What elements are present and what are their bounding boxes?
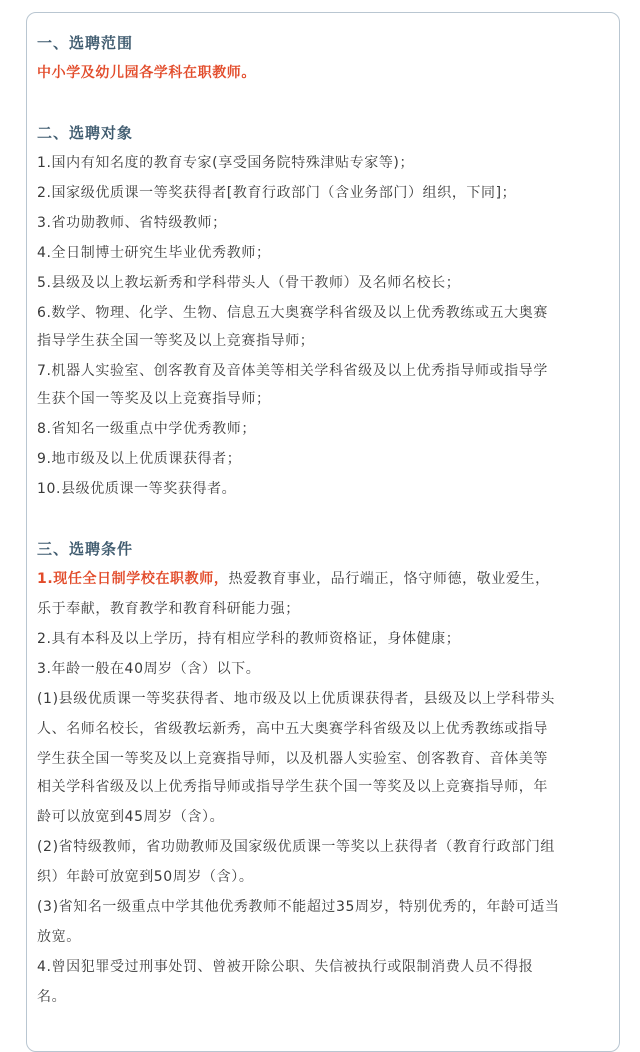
list-item: 4.曾因犯罪受过刑事处罚、曾被开除公职、失信被执行或限制消费人员不得报 bbox=[37, 959, 534, 975]
list-item bbox=[37, 564, 550, 594]
list-item: 3.年龄一般在40周岁（含）以下。 bbox=[37, 661, 261, 677]
list-item: 织）年龄可放宽到50周岁（含）。 bbox=[37, 869, 254, 885]
list-item: 8.省知名一级重点中学优秀教师； bbox=[37, 421, 256, 437]
list-item: 4.全日制博士研究生毕业优秀教师； bbox=[37, 245, 271, 261]
list-item: 10.县级优质课一等奖获得者。 bbox=[37, 481, 237, 497]
list-item: 2.国家级优质课一等奖获得者[教育行政部门（含业务部门）组织，下同]； bbox=[37, 185, 517, 201]
list-item: 指导学生获全国一等奖及以上竞赛指导师； bbox=[37, 333, 315, 349]
highlight-text: 1.现任全日制学校在职教师， bbox=[37, 571, 229, 587]
list-item: 龄可以放宽到45周岁（含）。 bbox=[37, 809, 225, 825]
list-item: 乐于奉献，教育教学和教育科研能力强； bbox=[37, 601, 300, 617]
list-item: 3.省功勋教师、省特级教师； bbox=[37, 215, 227, 231]
list-item: 7.机器人实验室、创客教育及音体美等相关学科省级及以上优秀指导师或指导学 bbox=[37, 363, 548, 379]
list-item: 1.国内有知名度的教育专家(享受国务院特殊津贴专家等)； bbox=[37, 155, 415, 171]
section-title-targets: 二、选聘对象 bbox=[37, 124, 134, 142]
list-item: 生获个国一等奖及以上竞赛指导师； bbox=[37, 391, 271, 407]
list-item: 6.数学、物理、化学、生物、信息五大奥赛学科省级及以上优秀教练或五大奥赛 bbox=[37, 305, 548, 321]
item-text: 热爱教育事业，品行端正，恪守师德，敬业爱生， bbox=[228, 571, 550, 587]
list-item: 2.具有本科及以上学历，持有相应学科的教师资格证，身体健康； bbox=[37, 631, 461, 647]
list-item: 名。 bbox=[37, 989, 67, 1005]
list-item: (2)省特级教师，省功勋教师及国家级优质课一等奖以上获得者（教育行政部门组 bbox=[37, 839, 556, 855]
section-title-scope: 一、选聘范围 bbox=[37, 34, 134, 52]
section-title-conditions: 三、选聘条件 bbox=[37, 540, 134, 558]
list-item: (1)县级优质课一等奖获得者、地市级及以上优质课获得者，县级及以上学科带头 bbox=[37, 691, 556, 707]
list-item: 9.地市级及以上优质课获得者； bbox=[37, 451, 242, 467]
list-item: (3)省知名一级重点中学其他优秀教师不能超过35周岁，特别优秀的，年龄可适当 bbox=[37, 899, 560, 915]
list-item: 放宽。 bbox=[37, 929, 81, 945]
list-item: 人、名师名校长，省级教坛新秀，高中五大奥赛学科省级及以上优秀教练或指导 bbox=[37, 721, 548, 737]
list-item: 相关学科省级及以上优秀指导师或指导学生获个国一等奖及以上竞赛指导师，年 bbox=[37, 779, 548, 795]
list-item: 5.县级及以上教坛新秀和学科带头人（骨干教师）及名师名校长； bbox=[37, 275, 461, 291]
list-item: 学生获全国一等奖及以上竞赛指导师，以及机器人实验室、创客教育、音体美等 bbox=[37, 751, 548, 767]
scope-text: 中小学及幼儿园各学科在职教师。 bbox=[37, 65, 256, 81]
